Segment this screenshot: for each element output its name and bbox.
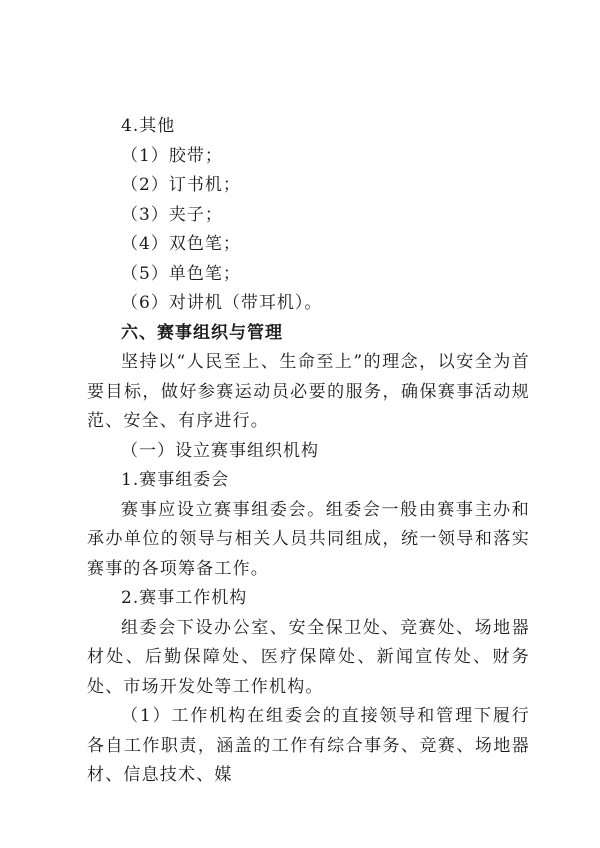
item-paragraph: 组委会下设办公室、安全保卫处、竞赛处、场地器材处、后勤保障处、医疗保障处、新闻宣传处、财务处、市场开发处等工作机构。 [87, 617, 530, 697]
subsection-heading: （一）设立赛事组织机构 [121, 440, 319, 461]
section-heading: 六、赛事组织与管理 [121, 322, 283, 343]
list-item: （3）夹子； [121, 204, 223, 225]
item-paragraph: 赛事应设立赛事组委会。组委会一般由赛事主办和承办单位的领导与相关人员共同组成，统一领导和落实赛事的各项筹备工作。 [87, 499, 530, 579]
list-item: （1）胶带； [121, 145, 223, 166]
item-paragraph: （1）工作机构在组委会的直接领导和管理下履行各自工作职责，涵盖的工作有综合事务、竞赛、场地器材、信息技术、媒 [87, 706, 530, 785]
item-title: 1.赛事组委会 [121, 470, 230, 490]
intro-paragraph: 坚持以“人民至上、生命至上”的理念，以安全为首要目标，做好参赛运动员必要的服务，确保赛事活动规范、安全、有序进行。 [87, 352, 530, 431]
other-items-title: 4.其他 [121, 116, 176, 136]
item-title: 2.赛事工作机构 [121, 588, 248, 608]
list-item: （5）单色笔； [121, 263, 241, 284]
list-item: （6）对讲机（带耳机）。 [121, 293, 323, 313]
list-item: （2）订书机； [121, 175, 241, 195]
list-item: （4）双色笔； [121, 234, 241, 254]
